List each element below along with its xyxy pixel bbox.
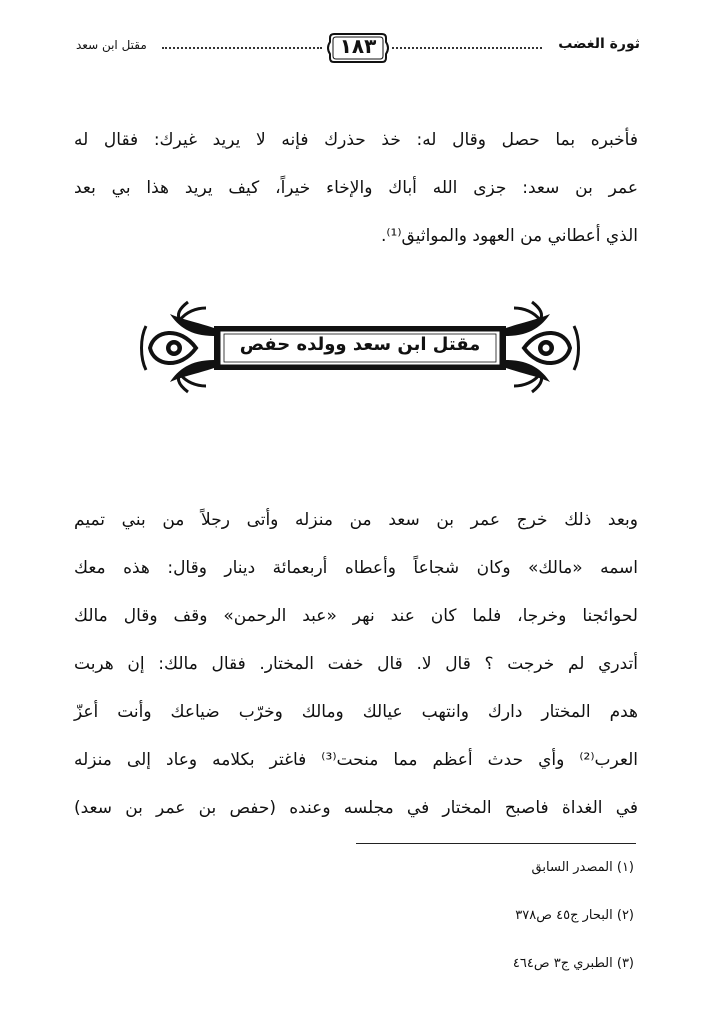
text-line: العرب⁽²⁾ وأي حدث أعظم مما منحت⁽³⁾ فاغتر بكلامه وعاد إلى منزله [74, 750, 639, 770]
header-dotted-leader-right [392, 47, 542, 49]
text-line: وبعد ذلك خرج عمر بن سعد من منزله وأتى رجلاً من بني تميم [74, 510, 638, 530]
text-line: عمر بن سعد: جزى الله أباك والإخاء خيراً، كيف يريد هذا بي بعد [74, 178, 638, 198]
section-heading: مقتل ابن سعد وولده حفص [239, 334, 481, 355]
section-heading-ornament [140, 296, 580, 398]
running-book-title: ثورة الغضب [558, 36, 640, 52]
running-section-title: مقتل ابن سعد [76, 38, 147, 52]
header-dotted-leader-left [162, 47, 322, 49]
footnote-separator [356, 843, 636, 844]
text-line: لحوائجنا وخرجا، فلما كان عند نهر «عبد الرحمن» وقف وقال مالك [74, 606, 638, 626]
page-number-badge [326, 30, 390, 66]
footnote-2: (٢) البحار ج٤٥ ص٣٧٨ [515, 908, 634, 923]
text-line: الذي أعطاني من العهود والمواثيق⁽¹⁾. [380, 226, 638, 246]
text-line: اسمه «مالك» وكان شجاعاً وأعطاه أربعمائة دينار وقال: هذه معك [74, 558, 638, 578]
paragraph-1 [74, 116, 638, 260]
text-line: فأخبره بما حصل وقال له: خذ حذرك فإنه لا يريد غيرك: فقال له [74, 130, 638, 150]
text-line: هدم المختار دارك وانتهب عيالك ومالك وخرّب ضياعك وأنت أعزّ [74, 702, 638, 722]
footnote-1: (١) المصدر السابق [531, 860, 634, 875]
text-line: في الغداة فاصبح المختار في مجلسه وعنده (حفص بن عمر بن سعد) [74, 798, 638, 818]
page-number: ١٨٣ [339, 34, 377, 58]
paragraph-2 [74, 496, 638, 832]
running-header [70, 30, 640, 70]
footnote-3: (٣) الطبري ج٣ ص٤٦٤ [512, 956, 634, 971]
text-line: أتدري لم خرجت ؟ قال لا. قال خفت المختار. فقال مالك: إن هربت [74, 654, 638, 674]
